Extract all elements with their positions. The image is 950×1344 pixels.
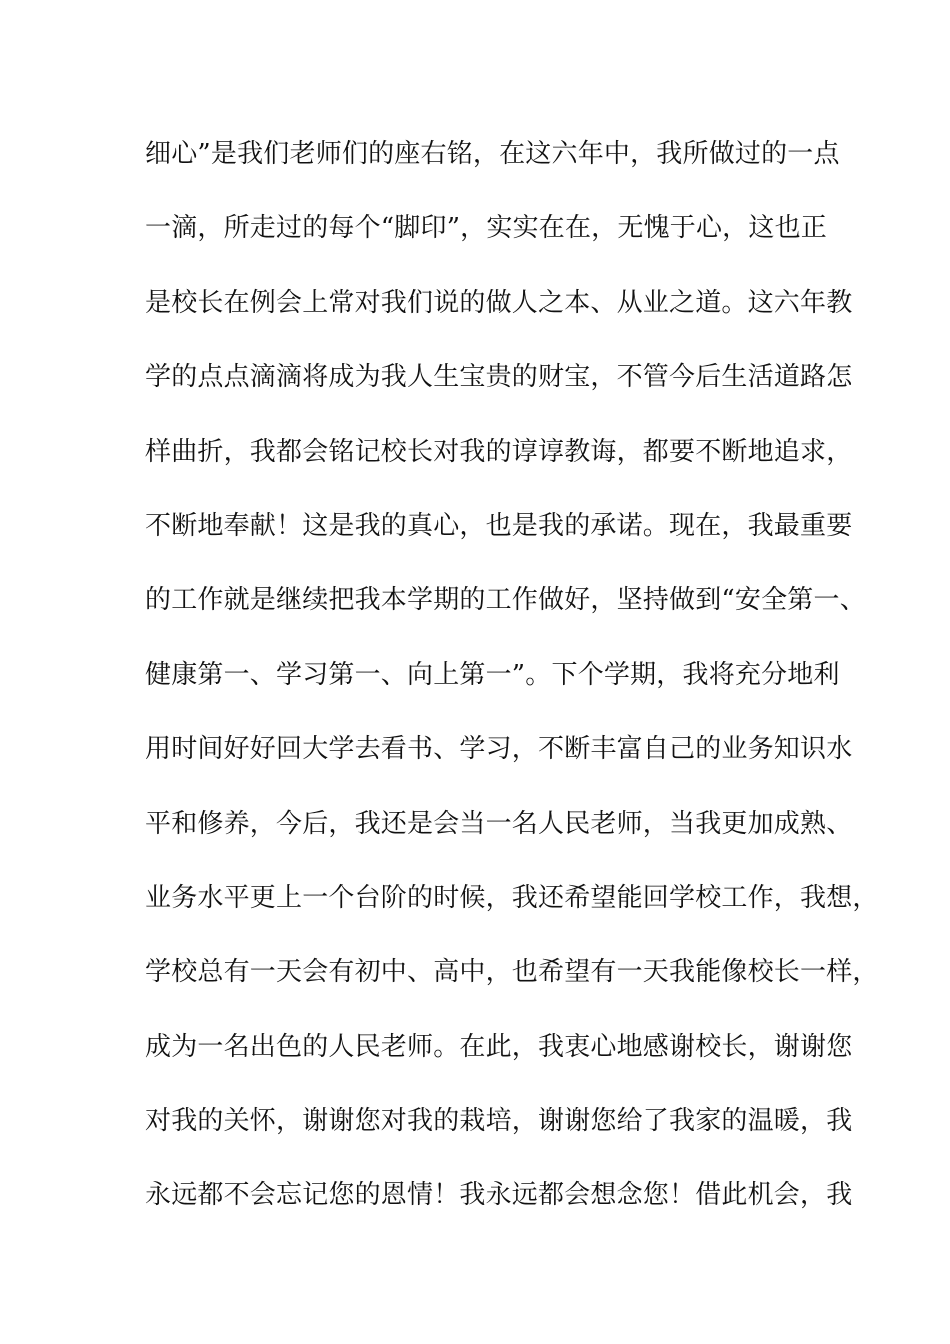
text-line: 的工作就是继续把我本学期的工作做好，坚持做到“安全第一、 xyxy=(145,585,866,616)
body-text xyxy=(145,132,879,1248)
text-line: 是校长在例会上常对我们说的做人之本、从业之道。这六年教 xyxy=(145,287,853,318)
text-line: 成为一名出色的人民老师。在此，我衷心地感谢校长，谢谢您 xyxy=(145,1031,853,1062)
text-line: 学校总有一天会有初中、高中，也希望有一天我能像校长一样， xyxy=(145,957,879,988)
text-line: 样曲折，我都会铭记校长对我的谆谆教诲，都要不断地追求， xyxy=(145,436,853,467)
text-line: 学的点点滴滴将成为我人生宝贵的财宝，不管今后生活道路怎 xyxy=(145,362,853,393)
text-line: 业务水平更上一个台阶的时候，我还希望能回学校工作，我想， xyxy=(145,882,879,913)
text-line: 不断地奉献！这是我的真心，也是我的承诺。现在，我最重要 xyxy=(145,510,853,541)
text-line: 平和修养，今后，我还是会当一名人民老师，当我更加成熟、 xyxy=(145,808,853,839)
text-line: 对我的关怀，谢谢您对我的栽培，谢谢您给了我家的温暖，我 xyxy=(145,1106,853,1137)
text-line: 一滴，所走过的每个“脚印”，实实在在，无愧于心，这也正 xyxy=(145,213,827,244)
text-line: 用时间好好回大学去看书、学习，不断丰富自己的业务知识水 xyxy=(145,734,853,765)
text-line: 细心”是我们老师们的座右铭，在这六年中，我所做过的一点 xyxy=(145,139,840,169)
text-line: 健康第一、学习第一、向上第一”。下个学期，我将充分地利 xyxy=(145,659,840,690)
text-line: 永远都不会忘记您的恩情！我永远都会想念您！借此机会，我 xyxy=(145,1180,853,1211)
